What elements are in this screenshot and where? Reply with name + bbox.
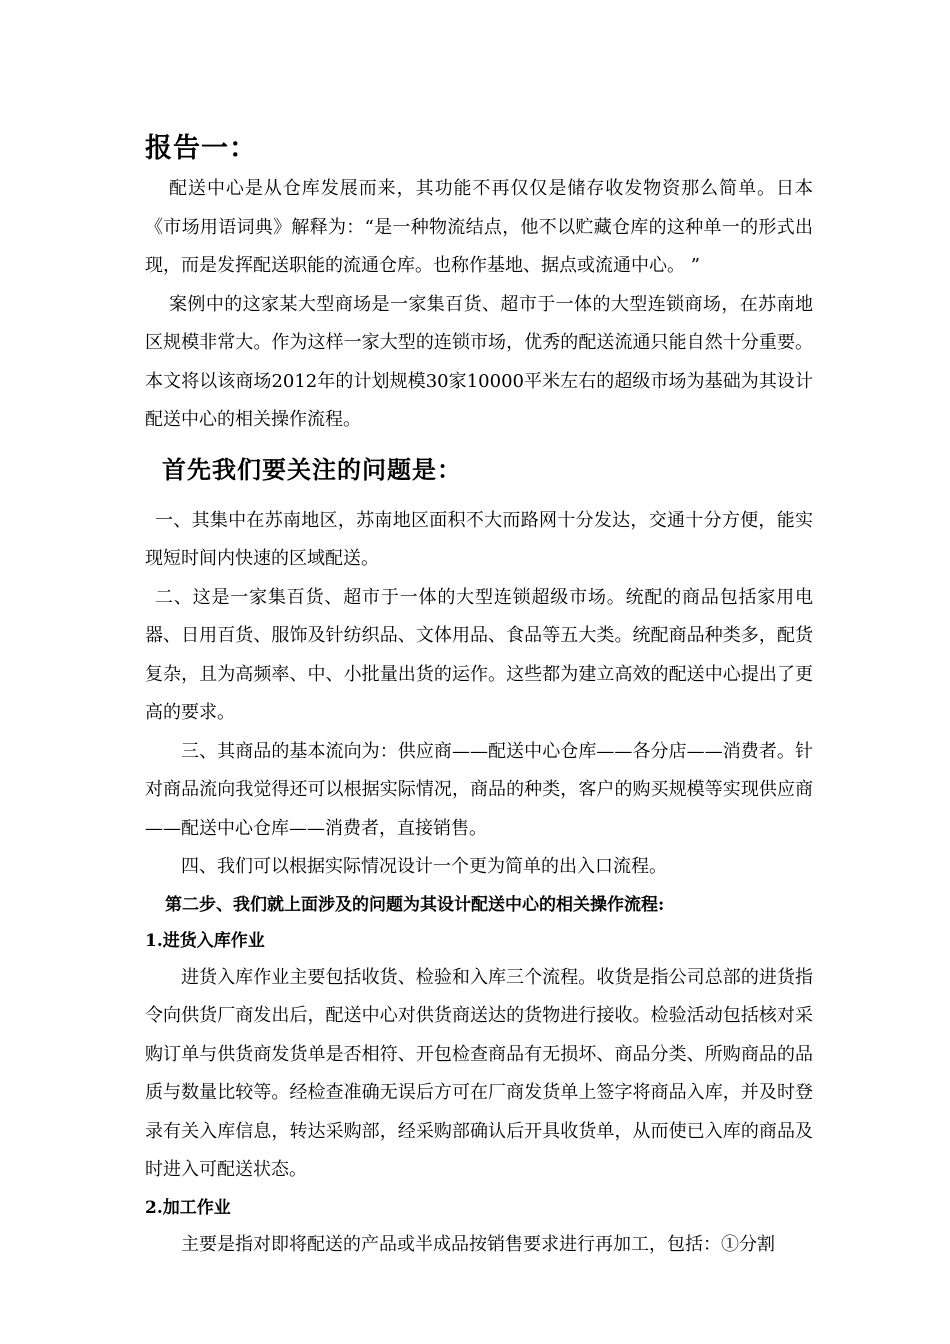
subsection1-text: 进货入库作业主要包括收货、检验和入库三个流程。收货是指公司总部的进货指令向供货厂商发出后，配送中心对供货商送达的货物进行接收。检验活动包括核对采购订单与供货商发货单是否相符、开包检查商品有无损坏、商品分类、所购商品的品质与数量比较等。经检查准确无误后方可在厂商发货单上签字将商品入库，并及时登录有关入库信息，转达采购部，经采购部确认后开具收货单，从而使已入库的商品及时进入可配送状态。 [145,966,813,1180]
section1-item-4: 四、我们可以根据实际情况设计一个更为简单的出入口流程。 [181,856,667,877]
section1-item-3: 三、其商品的基本流向为：供应商——配送中心仓库——各分店——消费者。针对商品流向我觉得还可以根据实际情况，商品的种类，客户的购买规模等实现供应商——配送中心仓库——消费者，直接销售。 [145,740,813,839]
document-page [145,128,813,1264]
subsection1-heading: 1.进货入库作业 [145,930,265,951]
intro-paragraph-1: 配送中心是从仓库发展而来，其功能不再仅仅是储存收发物资那么简单。日本《市场用语词典》解释为：“是一种物流结点，他不以贮藏仓库的这种单一的形式出现，而是发挥配送职能的流通仓库。也称作基地、据点或流通中心。 ” [145,178,813,276]
section2-heading: 第二步、我们就上面涉及的问题为其设计配送中心的相关操作流程: [165,894,665,915]
subsection2-text: 主要是指对即将配送的产品或半成品按销售要求进行再加工，包括：①分割 [181,1233,775,1255]
intro-paragraph-2: 案例中的这家某大型商场是一家集百货、超市于一体的大型连锁商场，在苏南地区规模非常大。作为这样一家大型的连锁市场，优秀的配送流通只能自然十分重要。本文将以该商场2012年的计划规模30家10000平米左右的超级市场为基础为其设计配送中心的相关操作流程。 [145,293,813,430]
report-title: 报告一： [145,133,257,164]
subsection2-heading: 2.加工作业 [145,1197,231,1218]
section1-item-2: 二、这是一家集百货、超市于一体的大型连锁超级市场。统配的商品包括家用电器、日用百货、服饰及针纺织品、文体用品、食品等五大类。统配商品种类多，配货复杂，且为高频率、中、小批量出货的运作。这些都为建立高效的配送中心提出了更高的要求。 [145,586,813,723]
section1-item-1: 一、其集中在苏南地区，苏南地区面积不大而路网十分发达，交通十分方便，能实现短时间内快速的区域配送。 [145,509,813,569]
section1-heading: 首先我们要关注的问题是： [162,454,462,484]
